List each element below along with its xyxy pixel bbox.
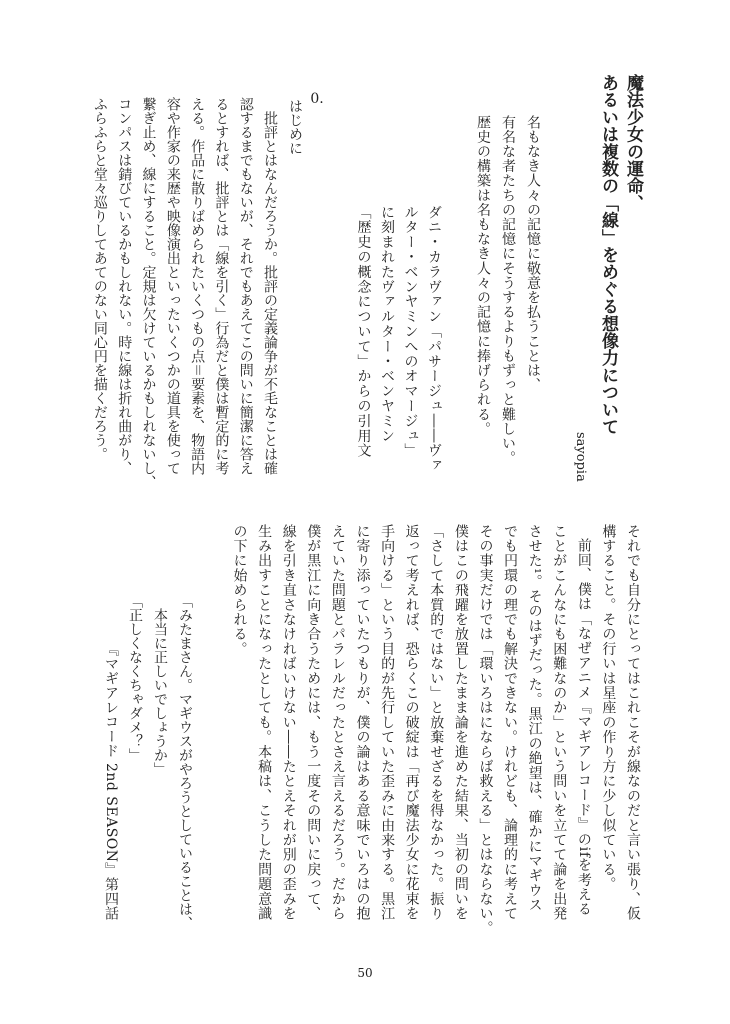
dialogue-quote: [122, 594, 197, 930]
attribution-line: ルター・ベンヤミンへのオマージュ」: [402, 205, 419, 459]
epigraph: [470, 115, 545, 465]
epigraph-attribution: [351, 205, 445, 473]
quote-source: 『マギアレコード 2nd SEASON』第四話: [103, 642, 119, 921]
body-line: るとすれば、批評とは「線を引く」行為だと僕は暫定的に考: [213, 97, 230, 475]
body-line: 構すること。その行いは星座の作り方に少し似ている。: [600, 524, 617, 892]
epigraph-line: 歴史の構築は名もなき人々の記憶に捧げられる。: [475, 115, 491, 437]
body-line: 手向ける」という目的が先行していた歪みに由来する。黒江: [379, 524, 396, 921]
title-line-2: あるいは複数の「線」をめぐる想像力について: [598, 74, 618, 436]
body-line: ことがこんなにも困難なのか」という問いを立てて論を出発: [551, 524, 568, 921]
body-line: 僕はこの飛躍を放置したまま論を進めた結果、当初の問いを: [452, 524, 469, 921]
body-text-bottom: [227, 524, 645, 936]
epigraph-line: 名もなき人々の記憶に敬意を払うことは、: [525, 115, 541, 393]
body-text-top: [88, 97, 282, 489]
body-line: 線を引き直さなければいけない――たとえそれが別の歪みを: [280, 524, 297, 921]
body-line: の下に始められる。: [231, 524, 248, 657]
attribution-line: ダニ・カラヴァン「パサージュ――ヴァ: [426, 205, 442, 474]
body-line: 前回、僕は「なぜアニメ『マギアレコード』のifを考える: [575, 538, 592, 917]
attribution-line: に刻まれたヴァルター・ベンヤミン: [379, 205, 395, 444]
body-line: えていた問題とパラレルだったとさえ言えるだろう。だから: [329, 524, 346, 921]
quote-line: 「正しくなくちゃダメ？」: [127, 594, 143, 762]
epigraph-line: 有名な者たちの記憶にそうするよりもずっと難しい。: [500, 115, 516, 466]
body-line: ふらふらと堂々巡りしてあてのない同心円を描くだろう。: [91, 97, 108, 461]
body-line: 生み出すことになったとしても。本稿は、こうした問題意識: [256, 524, 273, 921]
section-title: はじめに: [287, 99, 303, 155]
quote-line: 「みたまさん。マギウスがやろうとしていることは、: [177, 594, 193, 930]
body-line: その事実だけでは「環いろはにならば救える」とはならない。: [477, 524, 494, 936]
body-line: 容や作家の来歴や映像演出といったいくつかの道具を使って: [164, 97, 181, 475]
body-line: に寄り添っていたつもりが、僕の論はある意味でいろはの抱: [354, 524, 371, 921]
body-line: 僕が黒江に向き合うためには、もう一度その問いに戻って、: [305, 524, 322, 921]
page-number: 50: [357, 966, 373, 980]
title-line-1: 魔法少女の運命、: [623, 74, 643, 212]
body-line: でも円環の理でも解決できない。けれども、論理的に考えて: [502, 524, 519, 921]
section-number: 0.: [310, 92, 324, 106]
attribution-line: 「歴史の概念について」からの引用文: [355, 205, 372, 459]
body-line: える。作品に散りばめられたいくつもの点＝要素を、物語内: [189, 97, 206, 475]
body-line: 「さして本質的ではない」と放棄せざるを得なかった。振り: [428, 524, 445, 921]
body-line: 繋ぎ止め、線にすること。定規は欠けているかもしれないし、: [140, 97, 157, 489]
body-line: それでも自分にとってはこれこそが線なのだと言い張り、仮: [625, 524, 641, 921]
body-line: 批評とはなんだろうか。批評の定義論争が不毛なことは確: [262, 111, 278, 475]
section-heading: [284, 92, 328, 155]
body-line: コンパスは錆びているかもしれない。時に線は折れ曲がり、: [116, 97, 133, 475]
body-line: 返って考えれば、恐らくこの破綻は「再び魔法少女に花束を: [403, 524, 420, 921]
body-line: させた¹。そのはずだった。黒江の絶望は、確かにマギウス: [526, 524, 543, 913]
quote-line: 本当に正しいでしょうか」: [152, 608, 168, 776]
article-title: [595, 74, 645, 435]
body-line: 認するまでもないが、それでもあえてこの問いに簡潔に答え: [237, 97, 254, 475]
author-name: sayopia: [573, 432, 588, 482]
